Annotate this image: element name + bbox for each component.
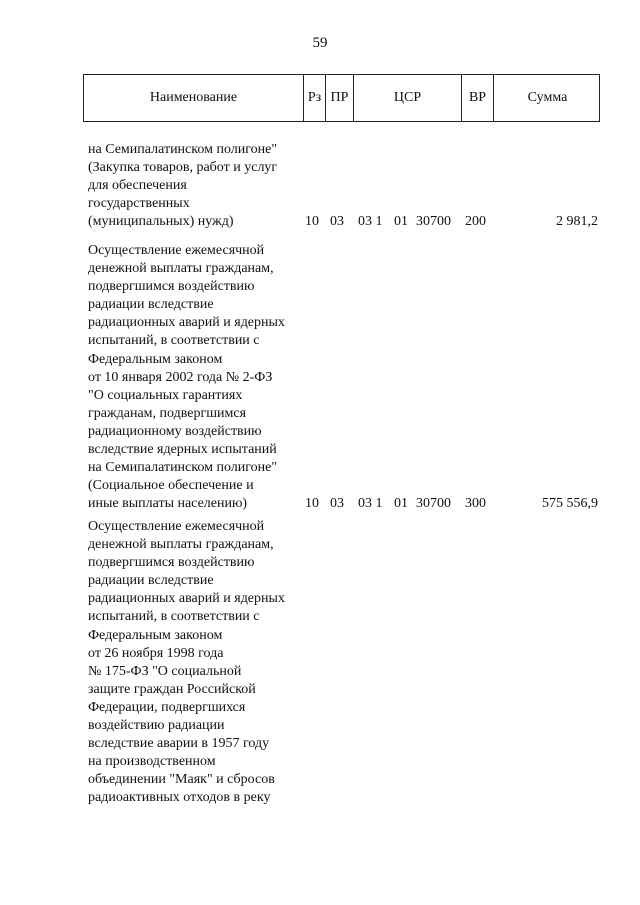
row-name-line: объединении "Маяк" и сбросов [88,772,275,788]
row-csr-subprogram: 01 [394,214,408,230]
header-name: Наименование [84,75,304,121]
row-sum: 2 981,2 [556,214,598,230]
row-name-line: радиации вследствие [88,297,214,313]
row-name-line: вследствие ядерных испытаний [88,442,277,458]
row-name-line: денежной выплаты гражданам, [88,537,274,553]
row-name-line: испытаний, в соответствии с [88,333,260,349]
row-name-line: Федерации, подвергшихся [88,699,246,715]
row-vr: 300 [465,496,486,512]
row-name-line: (Социальное обеспечение и [88,478,254,494]
row-name-line: радиационных аварий и ядерных [88,315,285,331]
row-name-line: Федеральным законом [88,627,223,643]
row-name-line: "О социальных гарантиях [88,387,243,403]
row-pr: 03 [330,214,344,230]
page-number: 59 [312,35,328,51]
row-csr-direction: 30700 [416,214,451,230]
row-rz: 10 [305,214,319,230]
header-vr: ВР [462,75,494,121]
row-name [88,141,318,231]
row-name-line: № 175-ФЗ "О социальной [88,663,242,679]
row-csr-direction: 30700 [416,496,451,512]
row-rz: 10 [305,496,319,512]
row-name [88,242,318,513]
row-name-line: гражданам, подвергшимся [88,405,247,421]
row-name-line: защите граждан Российской [88,681,256,697]
row-name-line: радиоактивных отходов в реку [88,790,271,806]
row-csr-program: 03 1 [358,496,383,512]
table-header [83,74,600,122]
row-name-line: воздействию радиации [88,718,225,734]
header-sum: Сумма [527,90,568,105]
row-name-line: на Семипалатинском полигоне" [88,460,278,476]
row-csr-subprogram: 01 [394,496,408,512]
row-name-line: от 26 ноября 1998 года [88,645,224,661]
row-name-line: от 10 января 2002 года № 2-ФЗ [88,369,273,385]
row-sum: 575 556,9 [542,496,598,512]
header-pr: ПР [326,75,354,121]
row-name-line: радиационных аварий и ядерных [88,591,285,607]
header-csr: ЦСР [354,75,462,121]
header-rz: Рз [304,75,326,121]
row-vr: 200 [465,214,486,230]
row-name-line: радиации вследствие [88,573,214,589]
row-name-line: Осуществление ежемесячной [88,519,265,534]
row-name-line: Федеральным законом [88,351,223,367]
row-name [88,518,318,808]
row-csr-program: 03 1 [358,214,383,230]
row-name-line: вследствие аварии в 1957 году [88,736,270,752]
row-name-line: (Закупка товаров, работ и услуг [88,160,278,176]
row-name-line: на Семипалатинском полигоне" [88,142,278,157]
row-name-line: радиационному воздействию [88,423,262,439]
row-name-line: государственных [88,196,190,212]
row-name-line: подвергшимся воздействию [88,279,255,295]
row-name-line: подвергшимся воздействию [88,555,255,571]
row-name-line: испытаний, в соответствии с [88,609,260,625]
row-name-line: иные выплаты населению) [88,496,248,512]
row-name-line: для обеспечения [88,178,187,194]
row-pr: 03 [330,496,344,512]
row-name-line: Осуществление ежемесячной [88,243,265,258]
row-name-line: денежной выплаты гражданам, [88,261,274,277]
row-name-line: на производственном [88,754,216,770]
row-name-line: (муниципальных) нужд) [88,214,234,230]
